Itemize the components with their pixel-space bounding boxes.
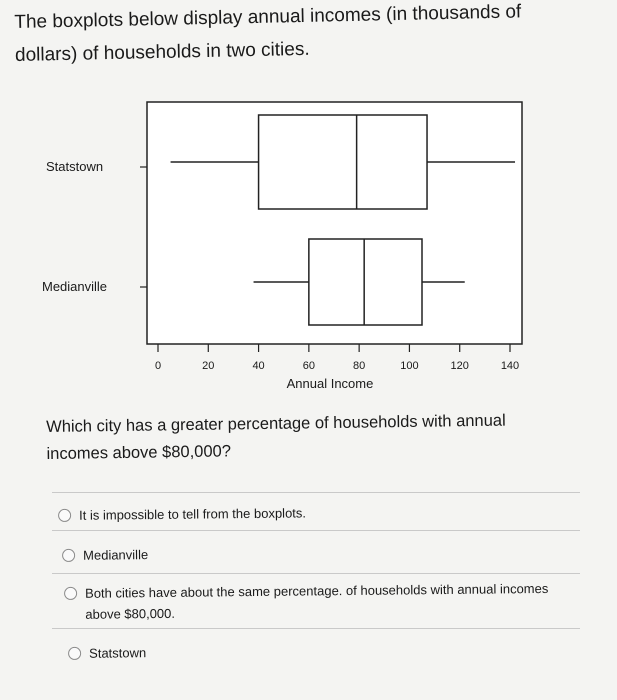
x-tick-label: 0 bbox=[154, 360, 162, 372]
divider bbox=[52, 492, 580, 493]
answer-option-same[interactable] bbox=[64, 578, 564, 625]
statstown-label: Statstown bbox=[46, 159, 104, 174]
x-tick-label: 100 bbox=[400, 360, 419, 372]
question-intro: The boxplots below display annual incomes (in thousands of dollars) of households in two cities. bbox=[14, 1, 522, 66]
radio-button[interactable] bbox=[58, 509, 71, 522]
answer-option-medianville[interactable] bbox=[62, 540, 562, 566]
divider bbox=[52, 573, 580, 574]
x-tick-label: 40 bbox=[252, 360, 265, 372]
plot-frame bbox=[147, 102, 522, 344]
x-axis-label: Annual Income bbox=[286, 376, 374, 391]
radio-button[interactable] bbox=[64, 587, 77, 600]
radio-button[interactable] bbox=[62, 549, 75, 562]
medianville-label: Medianville bbox=[42, 279, 108, 294]
option-label: Statstown bbox=[89, 645, 147, 661]
option-label: Medianville bbox=[83, 547, 149, 563]
question-prompt: Which city has a greater percentage of households with annual incomes above $80,000? bbox=[46, 411, 506, 463]
x-tick-label: 80 bbox=[353, 360, 366, 372]
option-label: Both cities have about the same percentage. of households with annual incomes above $80,000. bbox=[85, 580, 549, 622]
answer-option-impossible[interactable] bbox=[58, 500, 558, 526]
divider bbox=[52, 530, 580, 531]
x-tick-label: 140 bbox=[500, 360, 520, 372]
option-label: It is impossible to tell from the boxplots. bbox=[79, 505, 307, 523]
x-tick-label: 20 bbox=[202, 360, 215, 372]
x-tick-label: 60 bbox=[302, 360, 315, 372]
answer-option-statstown[interactable] bbox=[68, 638, 568, 664]
x-tick-label: 120 bbox=[450, 360, 469, 372]
radio-button[interactable] bbox=[68, 647, 81, 660]
divider bbox=[52, 628, 580, 629]
